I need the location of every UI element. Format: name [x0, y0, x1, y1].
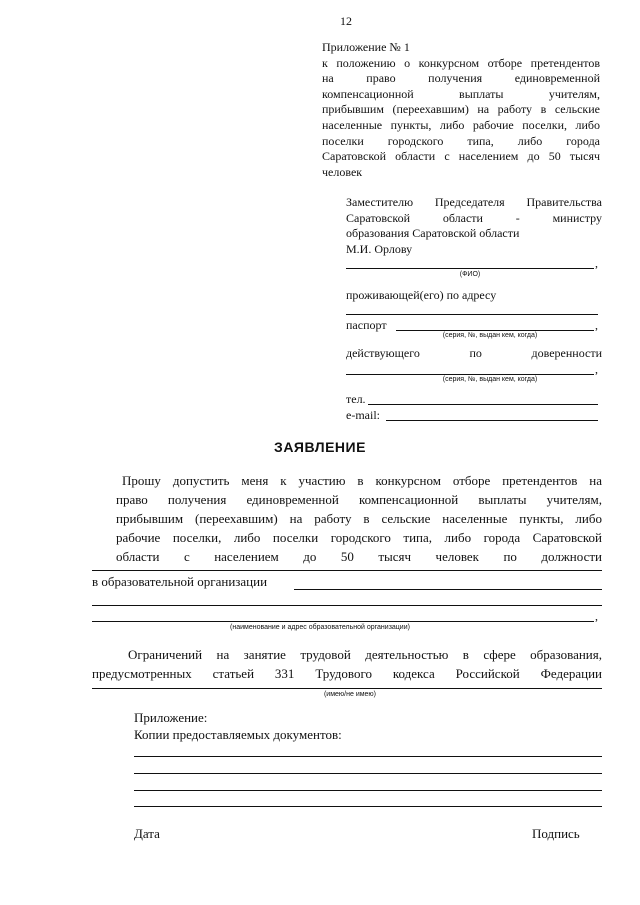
fio-field[interactable]: [346, 268, 594, 269]
passport-caption: (серия, №, выдан кем, когда): [442, 332, 538, 339]
addressee-line: Заместителю Председателя Правительства: [346, 195, 602, 209]
date-label: Дата: [134, 826, 160, 841]
statement-line: право получения единовременной компенсационной выплаты учителям,: [116, 492, 602, 507]
appendix-block: [322, 40, 600, 180]
attachment-line[interactable]: [134, 756, 602, 757]
restrictions-line: предусмотренных статьей 331 Трудового кодекса Российской Федерации: [92, 666, 602, 681]
statement-line: прибывшим (переехавшим) на работу в сельские населенные пункты, либо: [116, 511, 602, 526]
residence-label: проживающей(его) по адресу: [346, 288, 497, 302]
restrictions-caption: (имею/не имею): [323, 691, 377, 698]
org-field-line[interactable]: [92, 605, 602, 606]
addressee-line: Саратовской области - министру: [346, 210, 602, 225]
org-field-line[interactable]: [92, 621, 594, 622]
proxy-field[interactable]: [346, 374, 594, 375]
org-caption: (наименование и адрес образовательной организации): [230, 624, 410, 631]
page-number: 12: [340, 14, 352, 28]
attachment-line[interactable]: [134, 773, 602, 774]
position-field[interactable]: [92, 570, 602, 571]
proxy-caption: (серия, №, выдан кем, когда): [442, 376, 538, 383]
statement-body: [116, 471, 602, 490]
appendix-title: Приложение № 1: [322, 40, 410, 54]
comma: ,: [595, 362, 598, 376]
proxy-label: действующего по доверенности: [346, 346, 602, 360]
passport-field[interactable]: [396, 330, 594, 331]
phone-field[interactable]: [368, 404, 598, 405]
appendix-line: прибывшим (переехавшим) на работу в сельские: [322, 102, 600, 117]
addressee-block: [346, 195, 602, 257]
residence-field[interactable]: [346, 314, 598, 315]
statement-line: области с населением до 50 тысяч человек по должности: [116, 549, 602, 564]
comma: ,: [595, 318, 598, 332]
comma: ,: [595, 256, 598, 270]
fio-caption: (ФИО): [459, 271, 481, 278]
appendix-line: компенсационной выплаты учителям,: [322, 86, 600, 101]
statement-line: рабочие поселки, либо поселки городского типа, либо города Саратовской: [116, 530, 602, 545]
attachment-line[interactable]: [134, 790, 602, 791]
statement-line: Прошу допустить меня к участию в конкурсном отборе претендентов на: [122, 473, 602, 488]
addressee-line: образования Саратовской области: [346, 226, 520, 241]
appendix-line: к положению о конкурсном отборе претендентов: [322, 55, 600, 70]
restrictions-field[interactable]: [92, 688, 602, 689]
email-field[interactable]: [386, 420, 598, 421]
restrictions-line: Ограничений на занятие трудовой деятельностью в сфере образования,: [128, 647, 602, 662]
appendix-line: поселки городского типа, либо города: [322, 133, 600, 148]
email-label: e-mail:: [346, 408, 380, 422]
appendix-line: населенные пункты, либо рабочие поселки, либо: [322, 117, 600, 132]
org-field[interactable]: [294, 589, 602, 590]
appendix-line: человек: [322, 164, 363, 179]
phone-label: тел.: [346, 392, 366, 406]
appendix-line: Саратовской области с населением до 50 тысяч: [322, 149, 600, 164]
comma: ,: [595, 609, 598, 623]
signature-label: Подпись: [532, 826, 580, 841]
attachments-subtitle: Копии предоставляемых документов:: [134, 727, 342, 742]
org-label: в образовательной организации: [92, 574, 268, 589]
addressee-line: М.И. Орлову: [346, 241, 413, 256]
attachment-line[interactable]: [134, 806, 602, 807]
statement-title: ЗАЯВЛЕНИЕ: [274, 439, 366, 455]
appendix-line: на право получения единовременной: [322, 71, 600, 86]
statement-body-cont: [116, 490, 602, 566]
attachments-title: Приложение:: [134, 710, 208, 725]
restrictions-text: [92, 645, 602, 683]
passport-label: паспорт: [346, 318, 387, 332]
